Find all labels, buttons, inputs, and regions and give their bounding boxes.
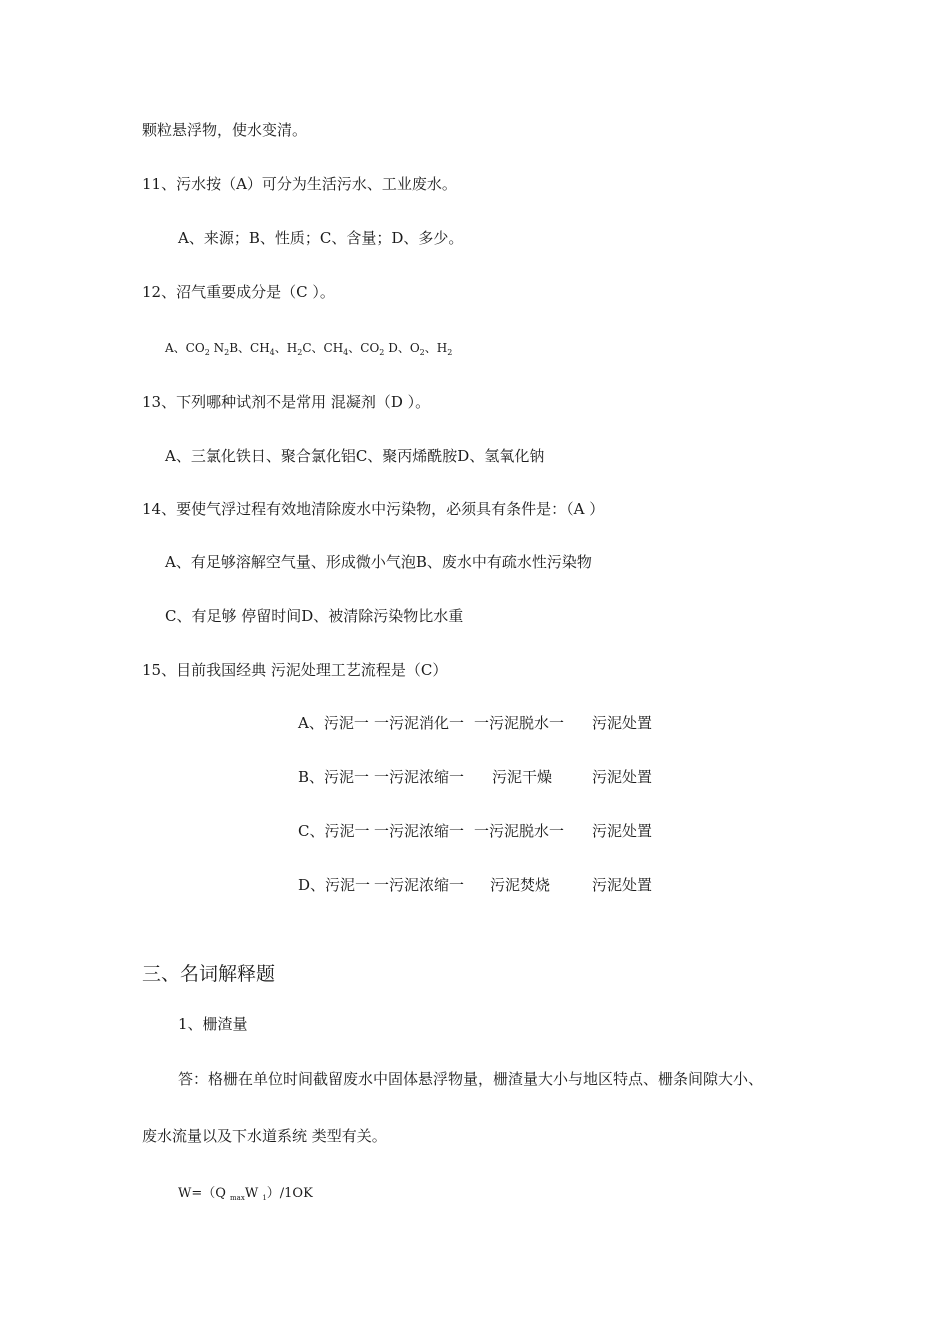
paragraph-continuation: 颗粒悬浮物，使水变清。 (142, 121, 308, 139)
question-13: 13、下列哪种试剂不是常用 混凝剂（D ）。 (142, 393, 431, 411)
question-12-options: A、$CO_2$ $N_2B$、$CH_4$、$H_2C$、$CH_4$、$CO_2$ D、$O_2$、$H_2$ (165, 341, 453, 357)
answer-line-1: 答：格栅在单位时间截留废水中固体悬浮物量，栅渣量大小与地区特点、栅条间隙大小、 (178, 1070, 764, 1088)
question-14-options-line2: C、有足够 停留时间D、被清除污染物比水重 (165, 607, 464, 625)
answer-line-2: 废水流量以及下水道系统 类型有关。 (142, 1127, 387, 1145)
formula: W=（Q $_{max}$W $_1$）/1OK (178, 1186, 313, 1202)
option-step-1: C、污泥一 (298, 822, 370, 840)
option-step-2: 一污泥浓缩一 (374, 768, 465, 786)
option-step-3: 一污泥脱水一 (474, 714, 565, 732)
option-step-1: B、污泥一 (298, 768, 370, 786)
option-step-4: 污泥处置 (592, 768, 653, 786)
option-step-2: 一污泥浓缩一 (374, 822, 465, 840)
option-step-2: 一污泥消化一 (374, 714, 465, 732)
question-11: 11、污水按（A）可分为生活污水、工业废水。 (142, 175, 457, 193)
question-14-options-line1: A、有足够溶解空气量、形成微小气泡B、废水中有疏水性污染物 (165, 553, 592, 571)
section-heading: 三、名词解释题 (142, 963, 276, 985)
option-step-3: 一污泥脱水一 (474, 822, 565, 840)
option-step-1: D、污泥一 (298, 876, 371, 894)
question-13-options: A、三氯化铁日、聚合氯化铝C、聚丙烯酰胺D、氢氧化钠 (165, 447, 545, 465)
option-step-4: 污泥处置 (592, 876, 653, 894)
option-step-3: 污泥焚烧 (490, 876, 551, 894)
question-12: 12、沼气重要成分是（C ）。 (142, 283, 335, 301)
question-14: 14、要使气浮过程有效地清除废水中污染物，必须具有条件是：（A ） (142, 500, 605, 518)
option-step-2: 一污泥浓缩一 (374, 876, 465, 894)
question-11-options: A、来源；B、性质；C、含量；D、多少。 (178, 229, 464, 247)
option-step-1: A、污泥一 (298, 714, 369, 732)
option-step-4: 污泥处置 (592, 714, 653, 732)
option-step-4: 污泥处置 (592, 822, 653, 840)
question-15: 15、目前我国经典 污泥处理工艺流程是（C） (142, 661, 448, 679)
term-title: 1、栅渣量 (178, 1015, 248, 1033)
option-step-3: 污泥干燥 (492, 768, 553, 786)
